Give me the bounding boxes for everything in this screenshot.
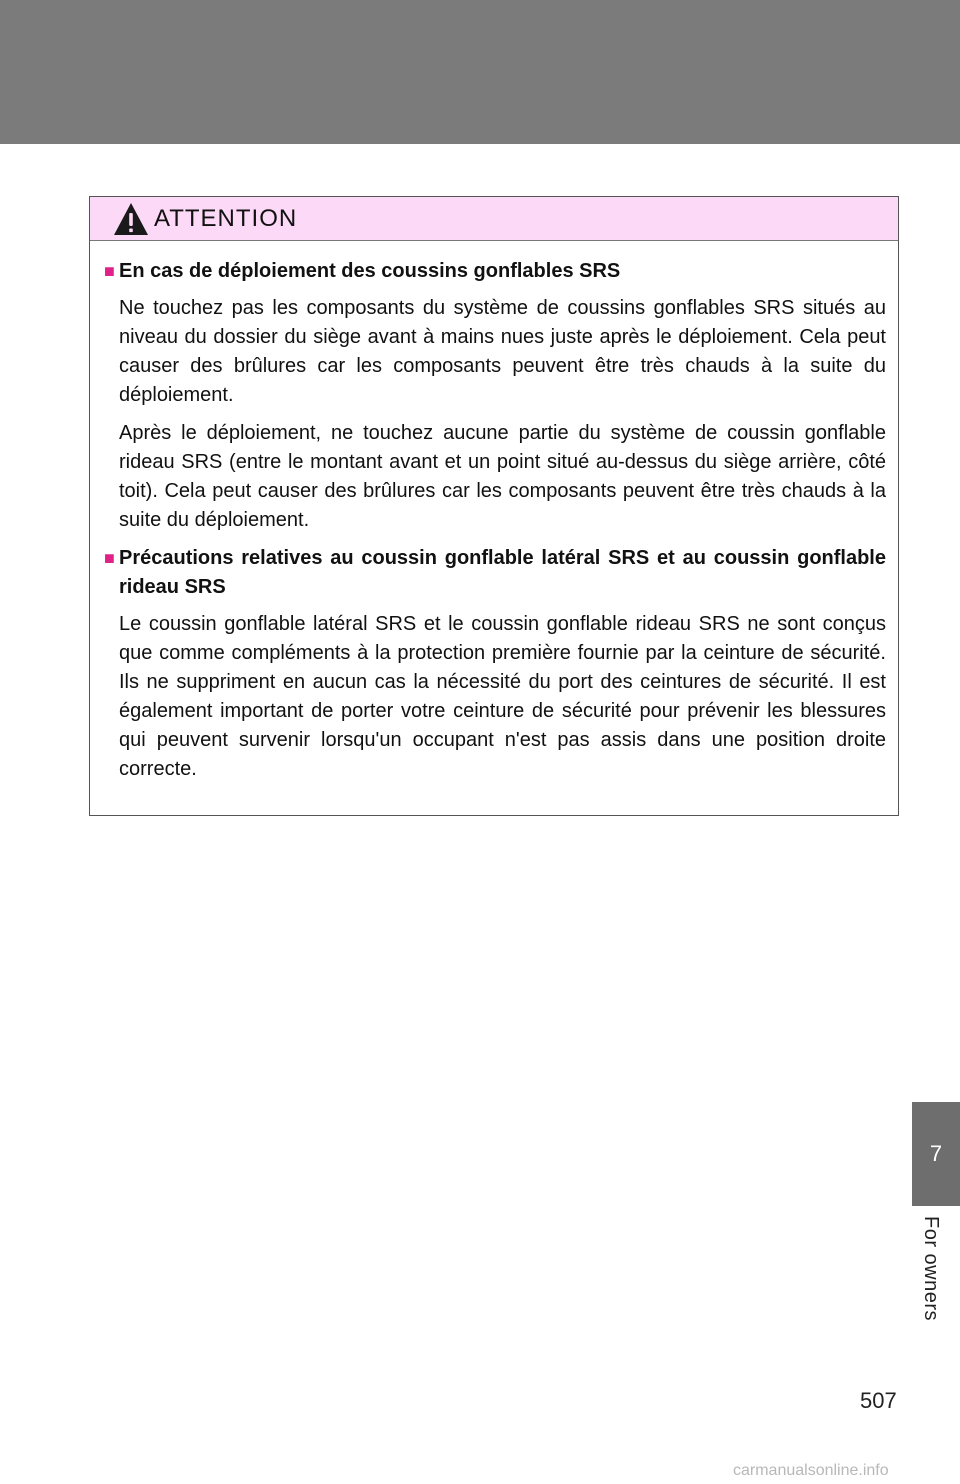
warning-triangle-icon	[112, 201, 150, 237]
paragraph: Le coussin gonflable latéral SRS et le coussin gonflable rideau SRS ne sont conçus que comme compléments à la protection première fournie par la ceinture de sécurité. Ils ne suppriment en aucun cas la nécessité du port des ceintures de sécurité. Il est également important de porter votre ceinture de sécurité pour prévenir les blessures qui peuvent survenir lorsqu'un occupant n'est pas assis dans une position droite correcte.	[119, 613, 886, 780]
attention-title: ATTENTION	[154, 204, 298, 232]
bullet-square-icon: ■	[104, 261, 115, 281]
header-band	[0, 0, 960, 144]
section-heading-precautions	[104, 544, 886, 602]
attention-body	[90, 241, 898, 784]
chapter-tab	[912, 1102, 960, 1206]
chapter-number: 7	[929, 1141, 943, 1166]
paragraph: Après le déploiement, ne touchez aucune partie du système de coussin gonflable rideau SRS (entre le montant avant et un point situé au-dessus du siège arrière, côté toit). Cela peut causer des brûlures car les composants peuvent être très chauds à la suite du déploiement.	[119, 422, 886, 531]
chapter-label: For owners	[920, 1216, 942, 1322]
bullet-square-icon: ■	[104, 548, 115, 568]
section-heading-text: Précautions relatives au coussin gonflable latéral SRS et au coussin gonflable rideau SRS	[119, 547, 886, 598]
section-heading-text: En cas de déploiement des coussins gonflables SRS	[119, 260, 621, 282]
watermark: carmanualsonline.info	[733, 1462, 889, 1479]
section-heading-deployment	[104, 257, 886, 286]
attention-box	[89, 196, 899, 816]
paragraph: Ne touchez pas les composants du système de coussins gonflables SRS situés au niveau du dossier du siège avant à mains nues juste après le déploiement. Cela peut causer des brûlures car les composants peuvent être très chauds à la suite du déploiement.	[119, 297, 886, 406]
page-number: 507	[860, 1388, 897, 1413]
attention-header	[90, 197, 898, 241]
